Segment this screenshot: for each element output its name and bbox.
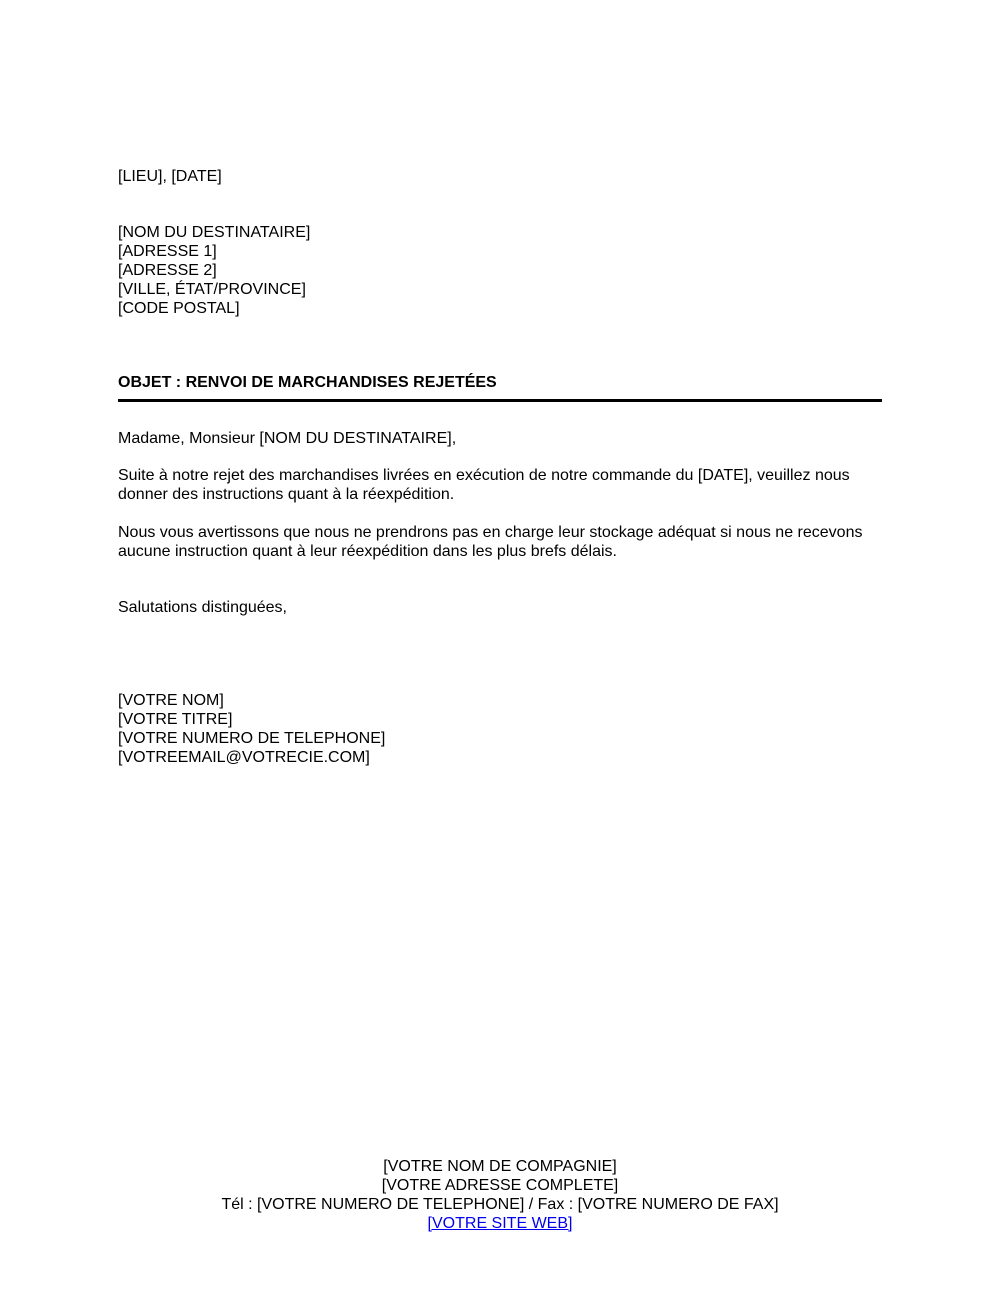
sender-phone: [VOTRE NUMERO DE TELEPHONE] (118, 730, 386, 747)
sender-name: [VOTRE NOM] (118, 692, 224, 709)
footer-contact: Tél : [VOTRE NUMERO DE TELEPHONE] / Fax : [VOTRE NUMERO DE FAX] (221, 1196, 779, 1213)
body-paragraph-1: Suite à notre rejet des marchandises livrées en exécution de notre commande du [DATE], veuillez nous donner des instructions quant à la réexpédition. (118, 467, 850, 503)
recipient-address (118, 223, 310, 318)
recipient-city: [VILLE, ÉTAT/PROVINCE] (118, 281, 306, 298)
subject-line: OBJET : RENVOI DE MARCHANDISES REJETÉES (118, 374, 497, 391)
recipient-address-line-2: [ADRESSE 2] (118, 262, 217, 279)
recipient-name: [NOM DU DESTINATAIRE] (118, 224, 311, 241)
recipient-address-line-1: [ADRESSE 1] (118, 243, 217, 260)
closing: Salutations distinguées, (118, 599, 287, 616)
footer-company: [VOTRE NOM DE COMPAGNIE] (383, 1158, 617, 1175)
sender-email: [VOTREEMAIL@VOTRECIE.COM] (118, 749, 370, 766)
footer-address: [VOTRE ADRESSE COMPLETE] (381, 1177, 619, 1194)
sender-title: [VOTRE TITRE] (118, 711, 233, 728)
letter-footer (0, 1157, 1000, 1233)
recipient-postal-code: [CODE POSTAL] (118, 300, 240, 317)
subject-divider (118, 399, 882, 402)
greeting: Madame, Monsieur [NOM DU DESTINATAIRE], (118, 430, 457, 447)
place-date: [LIEU], [DATE] (118, 168, 222, 185)
body-paragraph-2: Nous vous avertissons que nous ne prendrons pas en charge leur stockage adéquat si nous ne recevons aucune instruction quant à leur réexpédition dans les plus brefs délais. (118, 524, 863, 560)
signature-block (118, 691, 385, 767)
footer-website-link[interactable]: [VOTRE SITE WEB] (427, 1215, 573, 1232)
